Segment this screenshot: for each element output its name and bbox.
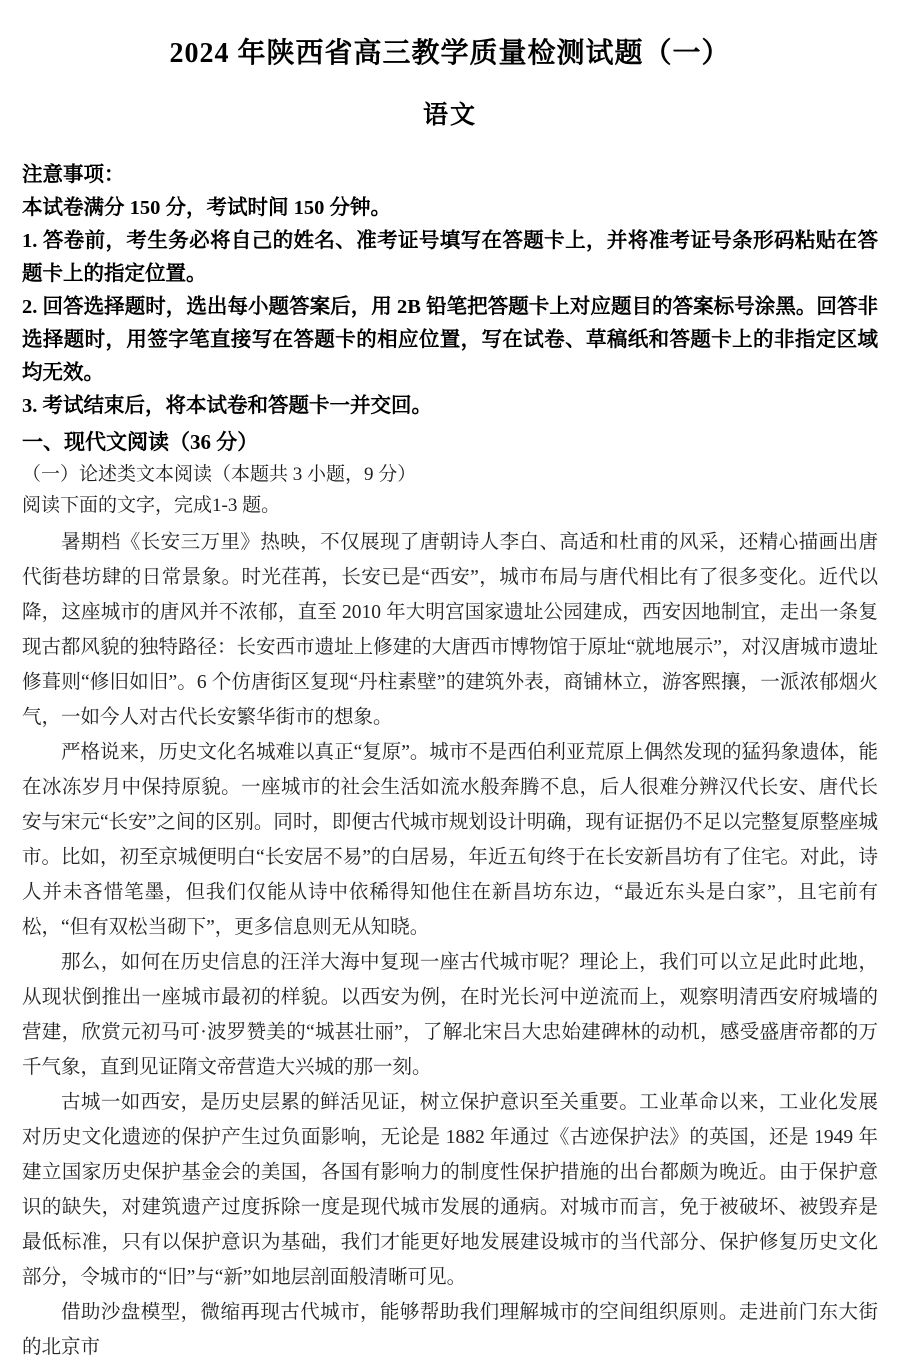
passage-paragraph: 古城一如西安，是历史层累的鲜活见证，树立保护意识至关重要。工业革命以来，工业化发展对历史文化遗迹的保护产生过负面影响，无论是 1882 年通过《古迹保护法》的英国，还是 1949 年建立国家历史保护基金会的美国，各国有影响力的制度性保护措施的出台都颇为晚近。由于保护意识的缺失，对建筑遗产过度拆除一度是现代城市发展的通病。对城市而言，免于被破坏、被毁弃是最低标准，只有以保护意识为基础，我们才能更好地发展建设城市的当代部分、保护修复历史文化部分，令城市的“旧”与“新”如地层剖面般清晰可见。 bbox=[22, 1092, 878, 1288]
notice-item: 2. 回答选择题时，选出每小题答案后，用 2B 铅笔把答题卡上对应题目的答案标号涂黑。回答非选择题时，用签字笔直接写在答题卡的相应位置，写在试卷、草稿纸和答题卡上的非指定区域均无效。 bbox=[22, 296, 878, 384]
notice-summary: 本试卷满分 150 分，考试时间 150 分钟。 bbox=[22, 197, 391, 219]
passage-paragraph: 那么，如何在历史信息的汪洋大海中复现一座古代城市呢？理论上，我们可以立足此时此地，从现状倒推出一座城市最初的样貌。以西安为例，在时光长河中逆流而上，观察明清西安府城墙的营建，欣赏元初马可·波罗赞美的“城甚壮丽”，了解北宋吕大忠始建碑林的动机，感受盛唐帝都的万千气象，直到见证隋文帝营造大兴城的那一刻。 bbox=[22, 952, 878, 1078]
subject-title: 语文 bbox=[422, 102, 477, 129]
notice-item: 1. 答卷前，考生务必将自己的姓名、准考证号填写在答题卡上，并将准考证号条形码粘贴在答题卡上的指定位置。 bbox=[22, 230, 878, 285]
passage-subheading: （一）论述类文本阅读（本题共 3 小题，9 分） bbox=[22, 464, 417, 485]
reading-passage bbox=[22, 525, 878, 1365]
notice-item: 3. 考试结束后，将本试卷和答题卡一并交回。 bbox=[22, 395, 432, 417]
reading-instruction: 阅读下面的文字，完成1-3 题。 bbox=[22, 495, 281, 516]
section-heading: 一、现代文阅读（36 分） bbox=[22, 430, 259, 454]
notice-section bbox=[22, 159, 878, 423]
page-title: 2024 年陕西省高三教学质量检测试题（一） bbox=[169, 38, 731, 69]
notice-heading: 注意事项： bbox=[22, 164, 125, 186]
passage-paragraph: 借助沙盘模型，微缩再现古代城市，能够帮助我们理解城市的空间组织原则。走进前门东大街的北京市 bbox=[22, 1302, 878, 1358]
passage-paragraph: 暑期档《长安三万里》热映，不仅展现了唐朝诗人李白、高适和杜甫的风采，还精心描画出唐代街巷坊肆的日常景象。时光荏苒，长安已是“西安”，城市布局与唐代相比有了很多变化。近代以降，这座城市的唐风并不浓郁，直至 2010 年大明宫国家遗址公园建成，西安因地制宜，走出一条复现古都风貌的独特路径：长安西市遗址上修建的大唐西市博物馆于原址“就地展示”，对汉唐城市遗址修葺则“修旧如旧”。6 个仿唐街区复现“丹柱素壁”的建筑外表，商铺林立，游客熙攘，一派浓郁烟火气，一如今人对古代长安繁华街市的想象。 bbox=[22, 532, 878, 728]
passage-paragraph: 严格说来，历史文化名城难以真正“复原”。城市不是西伯利亚荒原上偶然发现的猛犸象遗体，能在冰冻岁月中保持原貌。一座城市的社会生活如流水般奔腾不息，后人很难分辨汉代长安、唐代长安与宋元“长安”之间的区别。同时，即便古代城市规划设计明确，现有证据仍不足以完整复原整座城市。比如，初至京城便明白“长安居不易”的白居易，年近五旬终于在长安新昌坊有了住宅。对此，诗人并未吝惜笔墨，但我们仅能从诗中依稀得知他住在新昌坊东边，“最近东头是白家”，且宅前有松，“但有双松当砌下”，更多信息则无从知晓。 bbox=[22, 742, 878, 938]
